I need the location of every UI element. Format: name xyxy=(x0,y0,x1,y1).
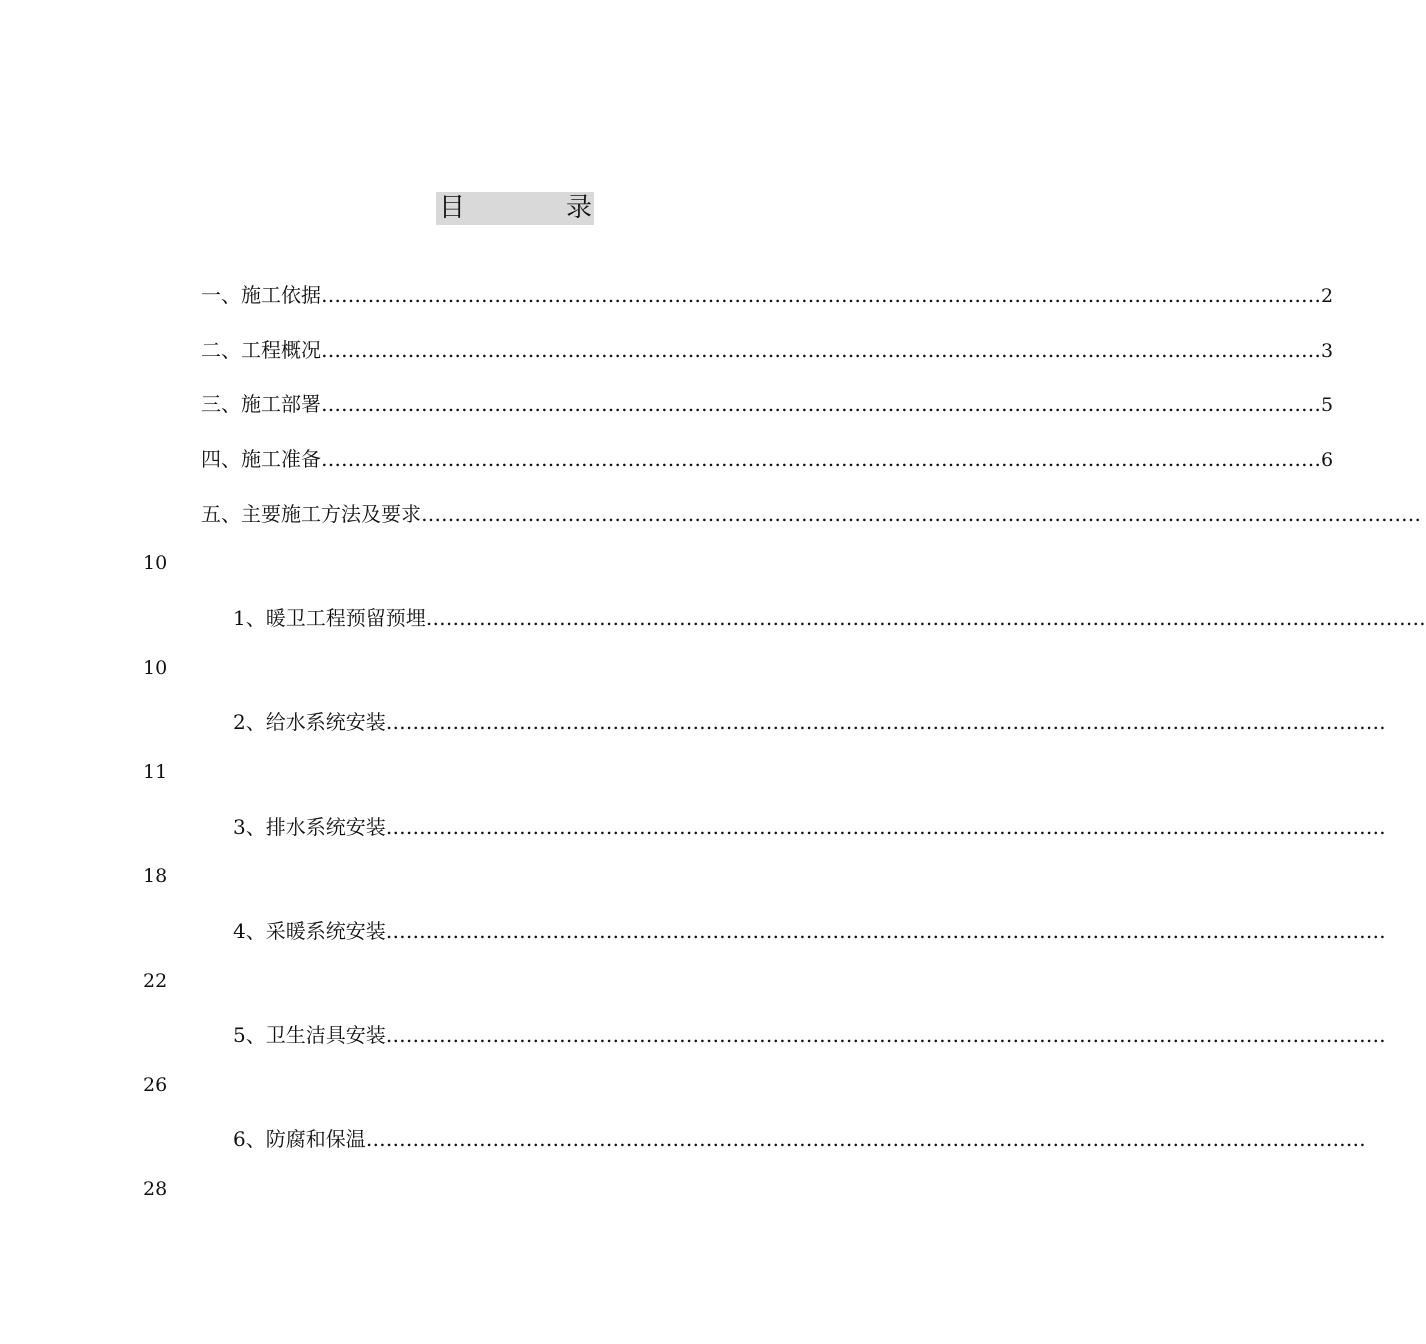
toc-entry-5-2[interactable] xyxy=(233,708,1386,736)
toc-page-number: 2 xyxy=(1321,285,1334,307)
toc-page-number: 10 xyxy=(143,657,168,679)
toc-entry-1[interactable] xyxy=(201,281,1334,309)
toc-leader-dots: …………………………………………………………………………………………………………………………………… xyxy=(321,447,1321,471)
toc-leader-dots: …………………………………………………………………………………………………………………………………… xyxy=(425,606,1426,630)
toc-title xyxy=(436,192,594,225)
toc-title-char-right: 录 xyxy=(565,193,592,223)
toc-entry-5-1[interactable] xyxy=(233,604,1426,632)
toc-page-number: 28 xyxy=(143,1178,168,1200)
toc-leader-dots: …………………………………………………………………………………………………………………………………… xyxy=(321,392,1321,416)
toc-entry-label: 5、卫生洁具安装 xyxy=(233,1023,386,1047)
toc-entry-label: 3、排水系统安装 xyxy=(233,815,386,839)
toc-leader-dots: …………………………………………………………………………………………………………………………………… xyxy=(321,283,1321,307)
toc-page-number: 22 xyxy=(143,970,168,992)
toc-page-number: 3 xyxy=(1321,340,1334,362)
toc-entry-5-5[interactable] xyxy=(233,1021,1386,1049)
toc-entry-3[interactable] xyxy=(201,390,1334,418)
toc-entry-label: 二、工程概况 xyxy=(201,338,321,362)
toc-leader-dots: …………………………………………………………………………………………………………………………………… xyxy=(365,1127,1366,1151)
toc-entry-5[interactable] xyxy=(201,500,1421,528)
toc-entry-label: 一、施工依据 xyxy=(201,283,321,307)
toc-leader-dots: …………………………………………………………………………………………………………………………………… xyxy=(421,502,1421,526)
toc-entry-label: 五、主要施工方法及要求 xyxy=(201,502,421,526)
toc-leader-dots: …………………………………………………………………………………………………………………………………… xyxy=(321,338,1321,362)
toc-entry-label: 四、施工准备 xyxy=(201,447,321,471)
toc-page-number: 26 xyxy=(143,1074,168,1096)
toc-title-char-left: 目 xyxy=(439,193,466,223)
toc-page-number: 11 xyxy=(143,761,168,783)
toc-page-number: 6 xyxy=(1321,449,1334,471)
toc-entry-label: 2、给水系统安装 xyxy=(233,710,386,734)
toc-entry-2[interactable] xyxy=(201,336,1334,364)
toc-leader-dots: …………………………………………………………………………………………………………………………………… xyxy=(385,1023,1386,1047)
toc-entry-5-3[interactable] xyxy=(233,813,1386,841)
toc-entry-label: 三、施工部署 xyxy=(201,392,321,416)
toc-leader-dots: …………………………………………………………………………………………………………………………………… xyxy=(385,919,1386,943)
toc-page-number: 10 xyxy=(143,552,168,574)
toc-entry-label: 6、防腐和保温 xyxy=(233,1127,366,1151)
toc-page-number: 5 xyxy=(1321,394,1334,416)
toc-entry-5-6[interactable] xyxy=(233,1125,1366,1153)
toc-leader-dots: …………………………………………………………………………………………………………………………………… xyxy=(385,815,1386,839)
toc-entry-label: 4、采暖系统安装 xyxy=(233,919,386,943)
toc-leader-dots: …………………………………………………………………………………………………………………………………… xyxy=(385,710,1386,734)
toc-entry-5-4[interactable] xyxy=(233,917,1386,945)
toc-page-number: 18 xyxy=(143,865,168,887)
toc-entry-label: 1、暖卫工程预留预埋 xyxy=(233,606,426,630)
toc-entry-4[interactable] xyxy=(201,445,1334,473)
